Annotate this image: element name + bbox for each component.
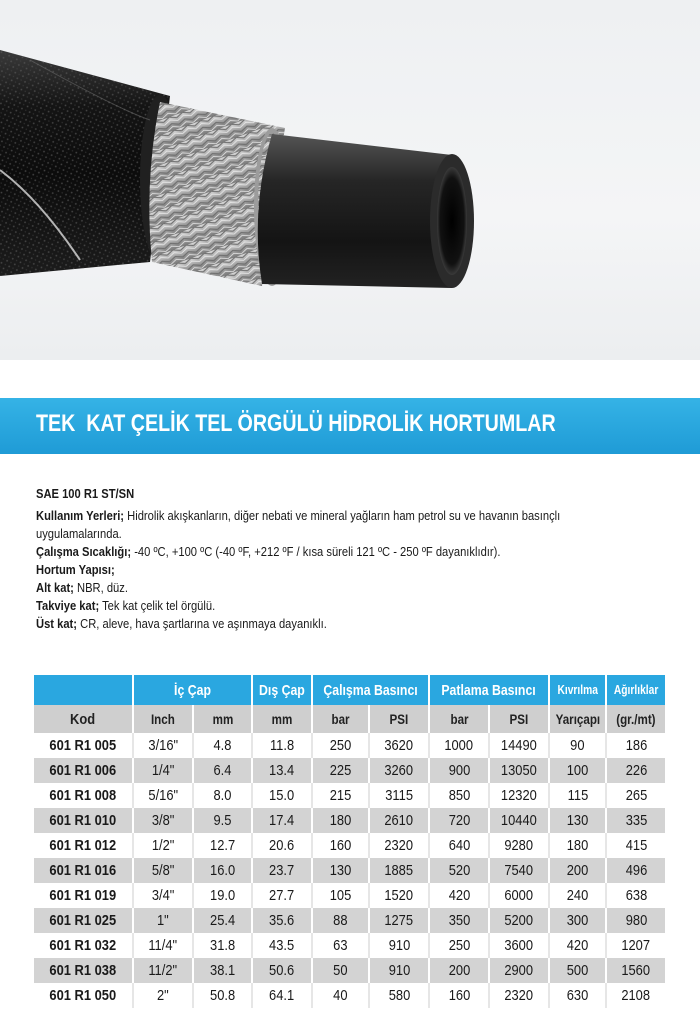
table-row: [34, 908, 665, 933]
cell-psi-working: 910: [369, 958, 429, 983]
structure-label: Hortum Yapısı;: [36, 562, 115, 577]
cell-bend-radius: 500: [549, 958, 606, 983]
cell-psi-burst: 6000: [489, 883, 549, 908]
subheader-mm-outer: mm: [252, 705, 312, 733]
cell-weight: 638: [606, 883, 665, 908]
reinforcement-line: [36, 597, 586, 615]
cell-bend-radius: 200: [549, 858, 606, 883]
cell-bar-working: 160: [312, 833, 369, 858]
cell-inch: 1/2": [133, 833, 193, 858]
cell-inch: 3/8": [133, 808, 193, 833]
header-weight: Ağırlıklar: [606, 675, 665, 705]
cell-bend-radius: 240: [549, 883, 606, 908]
cell-psi-working: 1275: [369, 908, 429, 933]
header-burst-pressure: Patlama Basıncı: [429, 675, 549, 705]
reinforcement-text: Tek kat çelik tel örgülü.: [99, 598, 216, 613]
title-banner: [0, 398, 700, 454]
structure-line: [36, 561, 586, 579]
header-working-pressure: Çalışma Basıncı: [312, 675, 429, 705]
cell-code: 601 R1 006: [34, 758, 133, 783]
cell-bar-working: 215: [312, 783, 369, 808]
cell-mm-outer: 43.5: [252, 933, 312, 958]
cell-mm-outer: 23.7: [252, 858, 312, 883]
subheader-bar-burst: bar: [429, 705, 489, 733]
cell-mm-inner: 50.8: [193, 983, 252, 1008]
cover-layer-line: [36, 615, 586, 633]
cell-psi-burst: 2900: [489, 958, 549, 983]
cell-mm-outer: 64.1: [252, 983, 312, 1008]
cell-code: 601 R1 025: [34, 908, 133, 933]
cell-code: 601 R1 005: [34, 733, 133, 758]
table-row: [34, 858, 665, 883]
cell-bar-working: 225: [312, 758, 369, 783]
header-bend: Kıvrılma: [549, 675, 606, 705]
cell-mm-inner: 9.5: [193, 808, 252, 833]
cell-bar-working: 88: [312, 908, 369, 933]
cell-bar-burst: 250: [429, 933, 489, 958]
product-image-hose: [0, 0, 700, 360]
header-inner-diameter: İç Çap: [133, 675, 252, 705]
cell-mm-inner: 8.0: [193, 783, 252, 808]
cell-mm-outer: 50.6: [252, 958, 312, 983]
cell-inch: 2": [133, 983, 193, 1008]
cell-bar-working: 130: [312, 858, 369, 883]
cell-code: 601 R1 032: [34, 933, 133, 958]
usage-text: Hidrolik akışkanların, diğer nebati ve mineral yağların ham petrol su ve havanın basınçlı: [124, 508, 561, 523]
cell-psi-working: 2320: [369, 833, 429, 858]
inner-layer-text: NBR, düz.: [73, 580, 128, 595]
subheader-code: Kod: [34, 705, 133, 733]
cover-layer-label: Üst kat;: [36, 616, 78, 631]
cell-mm-inner: 25.4: [193, 908, 252, 933]
cell-bend-radius: 300: [549, 908, 606, 933]
cell-bar-working: 63: [312, 933, 369, 958]
model-name: SAE 100 R1 ST/SN: [36, 486, 135, 501]
cell-mm-outer: 13.4: [252, 758, 312, 783]
cell-inch: 11/4": [133, 933, 193, 958]
header-outer-diameter: Dış Çap: [252, 675, 312, 705]
cell-bend-radius: 630: [549, 983, 606, 1008]
cell-bend-radius: 115: [549, 783, 606, 808]
table-row: [34, 758, 665, 783]
cell-bar-burst: 1000: [429, 733, 489, 758]
cell-inch: 1": [133, 908, 193, 933]
cell-bar-burst: 350: [429, 908, 489, 933]
cell-inch: 5/16": [133, 783, 193, 808]
cell-bar-burst: 160: [429, 983, 489, 1008]
table-row: [34, 883, 665, 908]
table-body: [34, 733, 665, 1008]
cell-code: 601 R1 050: [34, 983, 133, 1008]
inner-layer-line: [36, 579, 586, 597]
table-row: [34, 733, 665, 758]
cell-psi-working: 3260: [369, 758, 429, 783]
cell-psi-working: 580: [369, 983, 429, 1008]
cell-bend-radius: 100: [549, 758, 606, 783]
cell-weight: 2108: [606, 983, 665, 1008]
subheader-psi-working: PSI: [369, 705, 429, 733]
table-sub-header-row: [34, 705, 665, 733]
header-blank: [34, 675, 133, 705]
table-row: [34, 808, 665, 833]
cell-mm-outer: 11.8: [252, 733, 312, 758]
spec-table: [34, 675, 665, 1008]
cell-bar-burst: 850: [429, 783, 489, 808]
cell-bend-radius: 180: [549, 833, 606, 858]
cell-inch: 1/4": [133, 758, 193, 783]
cover-layer-text: CR, aleve, hava şartlarına ve aşınmaya dayanıklı.: [77, 616, 327, 631]
cell-weight: 226: [606, 758, 665, 783]
cell-psi-working: 1520: [369, 883, 429, 908]
cell-bar-working: 105: [312, 883, 369, 908]
table-row: [34, 833, 665, 858]
cell-weight: 1207: [606, 933, 665, 958]
inner-layer-label: Alt kat;: [36, 580, 74, 595]
cell-psi-burst: 13050: [489, 758, 549, 783]
cell-weight: 415: [606, 833, 665, 858]
subheader-weight-unit: (gr./mt): [606, 705, 665, 733]
cell-code: 601 R1 016: [34, 858, 133, 883]
cell-psi-working: 3115: [369, 783, 429, 808]
cell-bar-burst: 200: [429, 958, 489, 983]
cell-mm-outer: 27.7: [252, 883, 312, 908]
cell-bar-burst: 640: [429, 833, 489, 858]
cell-bar-burst: 900: [429, 758, 489, 783]
cell-mm-outer: 20.6: [252, 833, 312, 858]
table-row: [34, 783, 665, 808]
cell-psi-burst: 9280: [489, 833, 549, 858]
hose-inner-tube: [258, 134, 474, 288]
cell-bar-burst: 520: [429, 858, 489, 883]
cell-inch: 5/8": [133, 858, 193, 883]
cell-psi-burst: 10440: [489, 808, 549, 833]
cell-mm-outer: 15.0: [252, 783, 312, 808]
subheader-psi-burst: PSI: [489, 705, 549, 733]
subheader-inch: Inch: [133, 705, 193, 733]
cell-bar-working: 250: [312, 733, 369, 758]
cell-mm-inner: 31.8: [193, 933, 252, 958]
cell-psi-working: 1885: [369, 858, 429, 883]
cell-mm-inner: 19.0: [193, 883, 252, 908]
cell-weight: 980: [606, 908, 665, 933]
page-title: TEK KAT ÇELİK TEL ÖRGÜLÜ HİDROLİK HORTUMLAR: [36, 410, 556, 437]
cell-psi-burst: 12320: [489, 783, 549, 808]
cell-code: 601 R1 008: [34, 783, 133, 808]
cell-bar-burst: 420: [429, 883, 489, 908]
usage-label: Kullanım Yerleri;: [36, 508, 125, 523]
table-row: [34, 933, 665, 958]
cell-weight: 1560: [606, 958, 665, 983]
cell-psi-working: 3620: [369, 733, 429, 758]
table-group-header-row: [34, 675, 665, 705]
cell-psi-burst: 2320: [489, 983, 549, 1008]
temperature-text: -40 ºC, +100 ºC (-40 ºF, +212 ºF / kısa süreli 121 ºC - 250 ºF dayanıklıdır).: [131, 544, 501, 559]
cell-mm-inner: 38.1: [193, 958, 252, 983]
cell-bar-burst: 720: [429, 808, 489, 833]
cell-weight: 335: [606, 808, 665, 833]
temperature-line: [36, 543, 586, 561]
cell-psi-burst: 7540: [489, 858, 549, 883]
cell-psi-burst: 3600: [489, 933, 549, 958]
table-row: [34, 958, 665, 983]
cell-weight: 265: [606, 783, 665, 808]
cell-bar-working: 50: [312, 958, 369, 983]
cell-mm-outer: 35.6: [252, 908, 312, 933]
cell-psi-working: 910: [369, 933, 429, 958]
cell-bend-radius: 420: [549, 933, 606, 958]
cell-mm-inner: 12.7: [193, 833, 252, 858]
reinforcement-label: Takviye kat;: [36, 598, 100, 613]
cell-inch: 3/4": [133, 883, 193, 908]
cell-inch: 3/16": [133, 733, 193, 758]
cell-code: 601 R1 019: [34, 883, 133, 908]
cell-bend-radius: 90: [549, 733, 606, 758]
cell-inch: 11/2": [133, 958, 193, 983]
cell-psi-working: 2610: [369, 808, 429, 833]
usage-line: [36, 507, 586, 525]
cell-mm-inner: 6.4: [193, 758, 252, 783]
cell-code: 601 R1 010: [34, 808, 133, 833]
cell-bend-radius: 130: [549, 808, 606, 833]
subheader-mm-inner: mm: [193, 705, 252, 733]
usage-line-cont: uygulamalarında.: [36, 526, 122, 541]
subheader-bar-working: bar: [312, 705, 369, 733]
table-row: [34, 983, 665, 1008]
cell-code: 601 R1 038: [34, 958, 133, 983]
cell-mm-inner: 4.8: [193, 733, 252, 758]
temperature-label: Çalışma Sıcaklığı;: [36, 544, 132, 559]
cell-bar-working: 40: [312, 983, 369, 1008]
cell-bar-working: 180: [312, 808, 369, 833]
cell-psi-burst: 14490: [489, 733, 549, 758]
cell-mm-outer: 17.4: [252, 808, 312, 833]
cell-mm-inner: 16.0: [193, 858, 252, 883]
cell-weight: 496: [606, 858, 665, 883]
cell-code: 601 R1 012: [34, 833, 133, 858]
product-description: [36, 485, 676, 633]
subheader-radius: Yarıçapı: [549, 705, 606, 733]
hose-illustration: [0, 0, 700, 360]
cell-weight: 186: [606, 733, 665, 758]
cell-psi-burst: 5200: [489, 908, 549, 933]
